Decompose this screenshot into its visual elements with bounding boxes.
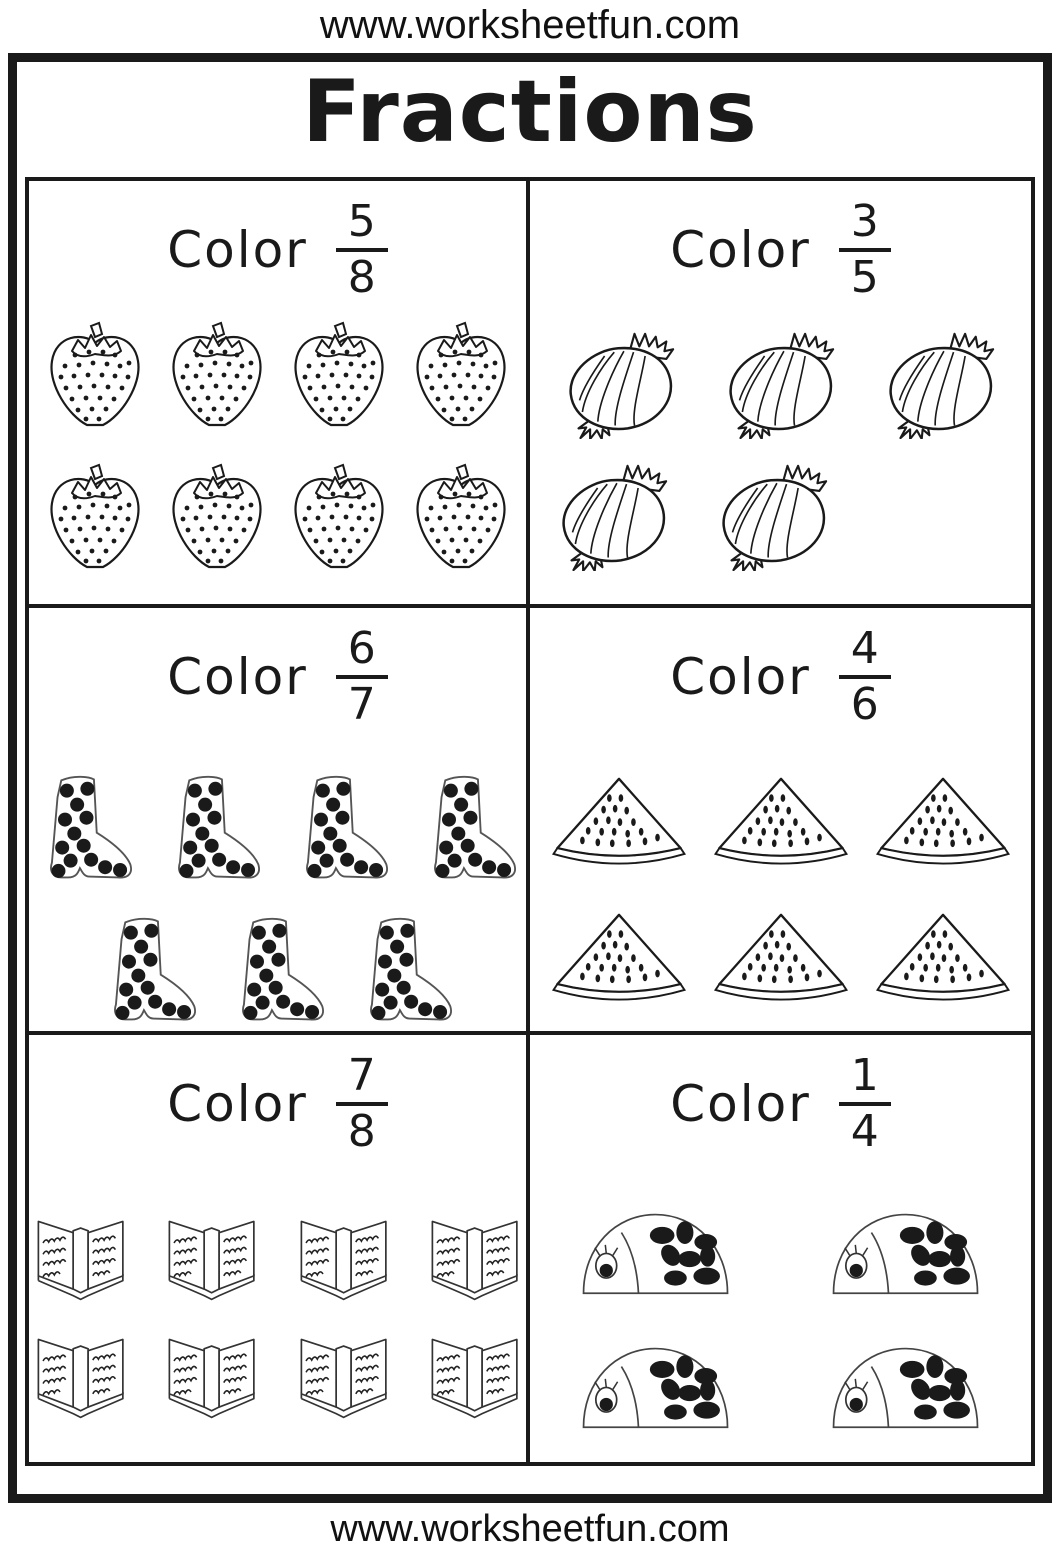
boot-icon [229, 912, 327, 1028]
cell-heading [530, 1035, 1031, 1163]
cell-heading [29, 608, 526, 736]
fraction [839, 623, 891, 731]
strawberry-icon [287, 463, 391, 575]
ladybug-icon [576, 1341, 736, 1431]
strawberry-icon [43, 463, 147, 575]
onion-icon [708, 461, 840, 571]
strawberry-icon [409, 463, 513, 575]
fraction [839, 1050, 891, 1158]
fraction-denominator: 6 [850, 679, 879, 731]
cell-heading [530, 608, 1031, 736]
boot-icon [37, 770, 135, 886]
onion-icon [548, 461, 680, 571]
color-instruction: Color [670, 648, 811, 707]
items-row [29, 463, 526, 575]
items-row [530, 461, 1031, 571]
fraction-cell-books [29, 1035, 530, 1462]
fraction-cell-boots [29, 608, 530, 1035]
book-icon [160, 1331, 263, 1423]
color-instruction: Color [167, 1075, 308, 1134]
book-icon [160, 1213, 263, 1305]
boot-icon [101, 912, 199, 1028]
watermelon-icon [550, 774, 688, 878]
boot-icon [165, 770, 263, 886]
onion-icon [875, 329, 1007, 439]
fraction-denominator: 8 [347, 1106, 376, 1158]
fraction-cell-strawberries [29, 181, 530, 608]
fraction-cell-ladybugs [530, 1035, 1031, 1462]
fraction-denominator: 7 [347, 679, 376, 731]
fraction-denominator: 5 [850, 252, 879, 304]
items-row [29, 321, 526, 433]
items-area [29, 1213, 526, 1423]
items-row [530, 774, 1031, 878]
onion-icon [555, 329, 687, 439]
site-url-footer: www.worksheetfun.com [330, 1508, 730, 1550]
site-url-header: www.worksheetfun.com [319, 3, 741, 47]
items-row [29, 1331, 526, 1423]
ladybug-icon [826, 1207, 986, 1297]
watermelon-icon [874, 774, 1012, 878]
book-icon [292, 1213, 395, 1305]
strawberry-icon [165, 321, 269, 433]
book-icon [292, 1331, 395, 1423]
items-row [530, 910, 1031, 1014]
watermelon-icon [712, 774, 850, 878]
fraction-numerator: 5 [347, 196, 376, 248]
fraction-grid [25, 177, 1035, 1466]
cell-heading [530, 181, 1031, 309]
fraction [336, 196, 388, 304]
items-row [29, 912, 526, 1028]
ladybug-icon [826, 1341, 986, 1431]
fraction-cell-onions [530, 181, 1031, 608]
items-area [530, 329, 1031, 571]
color-instruction: Color [670, 221, 811, 280]
cell-heading [29, 181, 526, 309]
items-area [29, 770, 526, 1028]
strawberry-icon [287, 321, 391, 433]
book-icon [423, 1331, 526, 1423]
fraction-cell-watermelons [530, 608, 1031, 1035]
items-row [530, 329, 1031, 439]
items-area [29, 321, 526, 575]
fraction-numerator: 1 [850, 1050, 879, 1102]
fraction [336, 623, 388, 731]
boot-icon [293, 770, 391, 886]
items-row [530, 1341, 1031, 1431]
fraction [336, 1050, 388, 1158]
fraction-numerator: 3 [850, 196, 879, 248]
color-instruction: Color [670, 1075, 811, 1134]
fraction [839, 196, 891, 304]
items-area [530, 1207, 1031, 1431]
fraction-numerator: 4 [850, 623, 879, 675]
items-row [530, 1207, 1031, 1297]
book-icon [29, 1213, 132, 1305]
watermelon-icon [712, 910, 850, 1014]
color-instruction: Color [167, 648, 308, 707]
fraction-numerator: 6 [347, 623, 376, 675]
fraction-denominator: 4 [850, 1106, 879, 1158]
strawberry-icon [43, 321, 147, 433]
book-icon [29, 1331, 132, 1423]
items-row [29, 1213, 526, 1305]
items-row [29, 770, 526, 886]
boot-icon [421, 770, 519, 886]
color-instruction: Color [167, 221, 308, 280]
items-area [530, 774, 1031, 1014]
fraction-denominator: 8 [347, 252, 376, 304]
worksheet-frame [8, 53, 1052, 1503]
boot-icon [357, 912, 455, 1028]
strawberry-icon [409, 321, 513, 433]
worksheet-title: Fractions [302, 62, 758, 162]
watermelon-icon [550, 910, 688, 1014]
cell-heading [29, 1035, 526, 1163]
watermelon-icon [874, 910, 1012, 1014]
book-icon [423, 1213, 526, 1305]
fraction-numerator: 7 [347, 1050, 376, 1102]
strawberry-icon [165, 463, 269, 575]
onion-icon [715, 329, 847, 439]
ladybug-icon [576, 1207, 736, 1297]
